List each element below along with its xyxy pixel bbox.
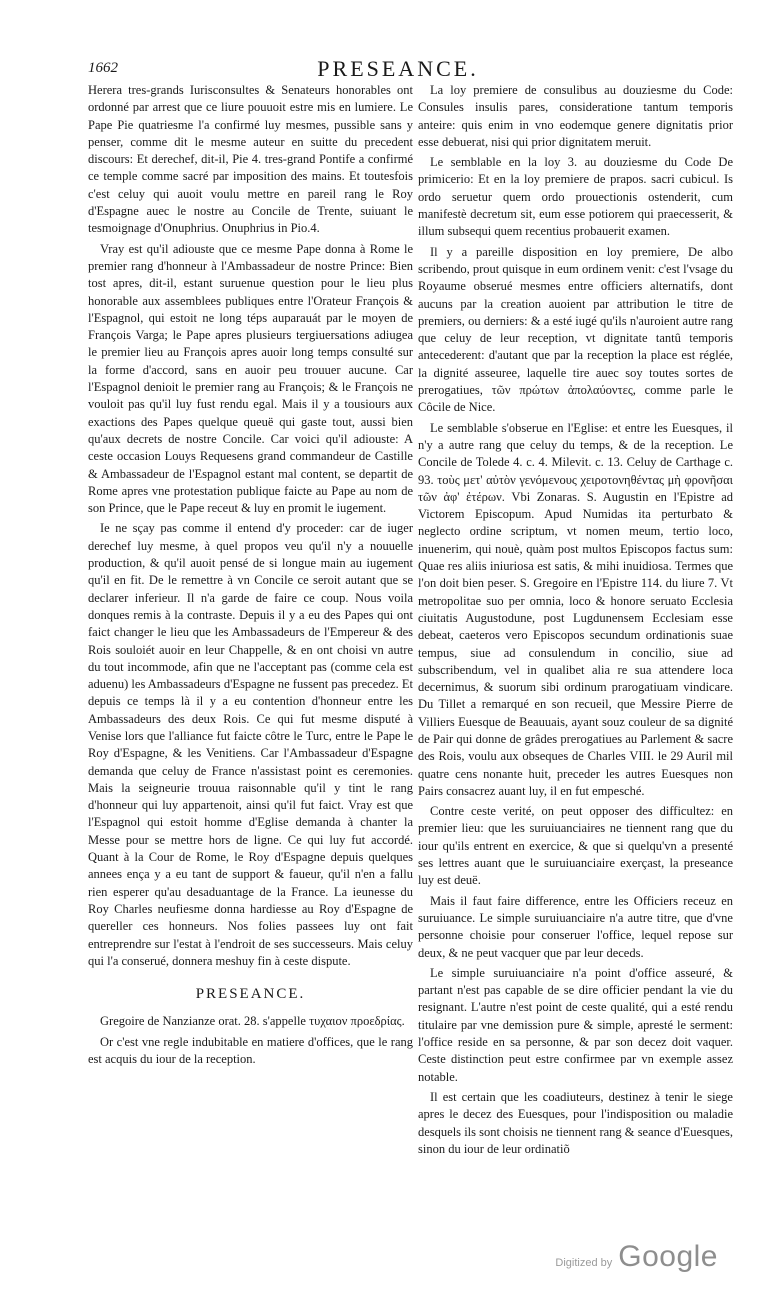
right-column xyxy=(418,82,733,1182)
left-column xyxy=(88,82,413,1182)
paragraph: Le semblable s'obserue en l'Eglise: et entre les Euesques, il n'y a autre rang que celuy du temps, & de la reception. Le Concile de Tolede 4. c. 4. Milevit. c. 13. Celuy de Carthage c. 93. τοὺς μετ' αὐτὸν γενόμενους χειροτονηθέντας μὴ φρονῆσαι τῶν ἀφ' ἐτέρων. Vbi Zonaras. S. Augustin en l'Epistre ad Victorem Episcopum. Apud Numidas ita perturbato & neglecto ordine scriptum, vt nomen meum, tertio loco, inuenerim, qui nouè, quàm post multos Episcopos factus sum: Quae res aliis iniuriosa est satis, & mihi inuidiosa. Termes que l'on doit bien peser. S. Gregoire en l'Epistre 114. du liure 7. Vt metropolitae suo per omnia, loco & honore seruato Ecclesia ciuitatis Augustodune, post Lugdunensem Ecclesiam esse debeat, caeteros vero Episcopos secundum ordinationis suae tempus, siue ad consulendum in concilio, siue ad subscribendum, vel in qualibet alia re sua attendere loca decernimus, & suorum sibi ordinum prarogatiuam vindicare. Du Tillet a remarqué en son recueil, que Messire Pierre de Villiers Euesque de Beauuais, ayant souz couleur de sa dignité de Pair qui donne de grâdes prerogatiues au Parlement & sacre des Rois, voulu aux obseques de Charles VIII. le 29 Auril mil quatre cens nonante huit, preceder les autres Euesques non Pairs consacrez auant luy, il en fut empesché. xyxy=(418,420,733,798)
paragraph: La loy premiere de consulibus au douziesme du Code: Consules insulis pares, consideratione tantum temporis anteire: quis enim in vno eodemque genere dignitatis prior esse debuerat, nisi qui prior dignitatem meruit. xyxy=(418,83,733,149)
digitized-by-label: Digitized by xyxy=(555,1257,613,1269)
google-logo: Google xyxy=(618,1240,718,1273)
paragraph: Contre ceste verité, on peut opposer des difficultez: en premier lieu: que les suruiuanciaires ne tiennent rang que du iour qu'ils entrent en exercice, & que si quelqu'vn a presenté ses lettres auant que le suruiuanciaire exerçast, la preseance luy est deuë. xyxy=(418,804,733,888)
paragraph: Mais il faut faire difference, entre les Officiers receuz en suruiuance. Le simple suruiuanciaire n'a autre titre, que d'vne personne choisie pour conseruer l'office, lequel repose sur deux, & ne peut vacquer que par leur deceds. xyxy=(418,893,733,960)
paragraph: Il y a pareille disposition en loy premiere, De albo scribendo, prout quisque in eum ordinem venit: c'est l'vsage du Royaume obserué mesmes entre officiers alternatifs, dont aucuns par la creation auoient par attribution le titre de premiers, ou derniers: & a esté iugé qu'ils n'auroient autre rang que celuy de leur reception, vt dignitate tantû temporis antecederent: d'autant que par la reception la place est réglée, la dignité asseuree, laquelle tire auec soy toutes sortes de prerogatiues, τῶν πρώτων ἀπολαύοντες, comme parle le Côcile de Nice. xyxy=(418,244,733,415)
paragraph: Or c'est vne regle indubitable en matiere d'offices, que le rang est acquis du iour de la reception. xyxy=(88,1034,413,1067)
paragraph: Gregoire de Nanzianze orat. 28. s'appelle τυχαιον προεδρίας. xyxy=(100,1014,405,1029)
paragraph: Ie ne sçay pas comme il entend d'y proceder: car de iuger derechef luy mesme, à quel propos veu qu'il n'y a nouuelle production, & qu'il auoit pensé de si longue main au iugement qu'il en fit. De le remettre à vn Concile ce seroit autant que se declarer inferieur. Il n'a garde de faire ce coup. Nous voila donques remis à la contraste. Depuis il y a eu des Papes qui ont faict changer le lieu que les Ambassadeurs de l'Empereur & des Rois souloiét auoir en leur Chappelle, & en ont choisi vn autre du tout incommode, afin que ne l'acceptant pas (comme cela est aduenu) les Ambassadeurs d'Espagne ne fussent pas precedez. Et depuis ce temps là il y a eu contention d'honneur entre les Ambassadeurs des deux Rois. Ce qui fut mesme disputé à Venise lors que l'alliance fut faicte côtre le Turc, entre le Pape le Roy d'Espagne, & les Venitiens. Car l'Ambassadeur d'Espagne demanda que celuy de France n'assistast point es ceremonies. Mais la seigneurie trouua raisonnable qu'il y tint le rang d'honneur qui luy appartenoit, ainsi qu'il fut faict. Vray est que l'Espagnol qui estoit homme d'Eglise demanda à chanter la Messe pour se mettre hors de ligne. Ce qui luy fut accordé. Quant à la Cour de Rome, le Roy d'Espagne depuis quelques annees ença y a eu tant de support & faueur, qu'il n'en a fallu rien esperer qu'au desaduantage de la France. La ieunesse du Roy Charles neufiesme donna hardiesse au Roy d'Espagne de quereller ces honneurs. Nos folies passees luy ont fait entreprendre sur l'estat à l'endroit de ses successeurs. Mais celuy qui l'a conserué, donnera meshuy fin à ceste dispute. xyxy=(88,521,413,968)
paragraph: Le simple suruiuanciaire n'a point d'office asseuré, & partant n'est pas capable de se dire officier pendant la vie du resignant. L'autre n'est point de ceste qualité, qui a esté rendu titulaire par vne demission pure & simple, apresté le serment: l'office reside en sa personne, & par son decez doit vaquer. Ceste distinction peut estre confirmee par vn exemple assez notable. xyxy=(418,965,733,1084)
page-number: 1662 xyxy=(88,60,118,76)
digitization-watermark xyxy=(555,1240,718,1274)
paragraph: Herera tres-grands Iurisconsultes & Senateurs honorables ont ordonné par arrest que ce liure pouuoit estre mis en lumiere. Le Pape Pie quatriesme l'a confirmé luy mesmes, pussible sans y penser, comme dit le mesme auteur en suitte du precedent discours: Et derechef, dit-il, Pie 4. tres-grand Pontife a confirmé ce temple comme sacré par imposition des mains. Et toutesfois c'est celuy qui auoit voulu mettre en pareil rang le Roy d'Espagne auec le nostre au Concile de Trente, suiuant le tesmoignage d'Onuphrius. Onuphrius in Pio.4. xyxy=(88,83,413,236)
paragraph: Il est certain que les coadiuteurs, destinez à tenir le siege apres le decez des Euesques, pour l'indisposition ou maladie desquels ils sont choisis ne tiennent rang & seance d'Euesques, sinon du iour de leur ordinatiõ xyxy=(418,1089,733,1156)
paragraph: Vray est qu'il adiouste que ce mesme Pape donna à Rome le premier rang d'honneur à l'Ambassadeur de nostre Prince: Bien tost apres, dit-il, estant suruenue question pour le lieu plus honorable aux assemblees publiques entre l'Orateur François & l'Espagnol, qui estoit ne long téps auparauát par le moyen de François Varga; le Pape apres plusieurs tergiuersations adiugea le premier lieu au François apres auoir long temps consulté sur la forme d'accord, sans en auoir peu trouuer aucune. Car l'Espagnol denioit le premier rang au François; & le François ne vouloit pas qu'il luy fust rendu egal. Mais il y a tousiours aux exactions des Papes quelque queuë qui gaste tout, aussi bien qu'aux decrets de nostre Concile. Car voici qu'il adiouste: A ceste occasion Louys Requesens grand commandeur de Castille & Ambassadeur de l'Espagnol estant mal content, se departit de Rome apres vne protestation publique faicte au Pape au nom de son Prince, que le Pape receut & luy en promit le iugement. xyxy=(88,241,413,516)
paragraph: Le semblable en la loy 3. au douziesme du Code De primicerio: Et en la loy premiere de prapos. sacri cubicul. Is ordo seruetur quem ordo prouectionis ostenderit, cum manifestè decretum sit, eum esse potiorem qui praecesserit, & illum subsequi quem recentius probauerit examen. xyxy=(418,155,733,239)
running-title: PRESEANCE. xyxy=(317,56,479,81)
section-heading: PRESEANCE. xyxy=(195,986,306,1003)
